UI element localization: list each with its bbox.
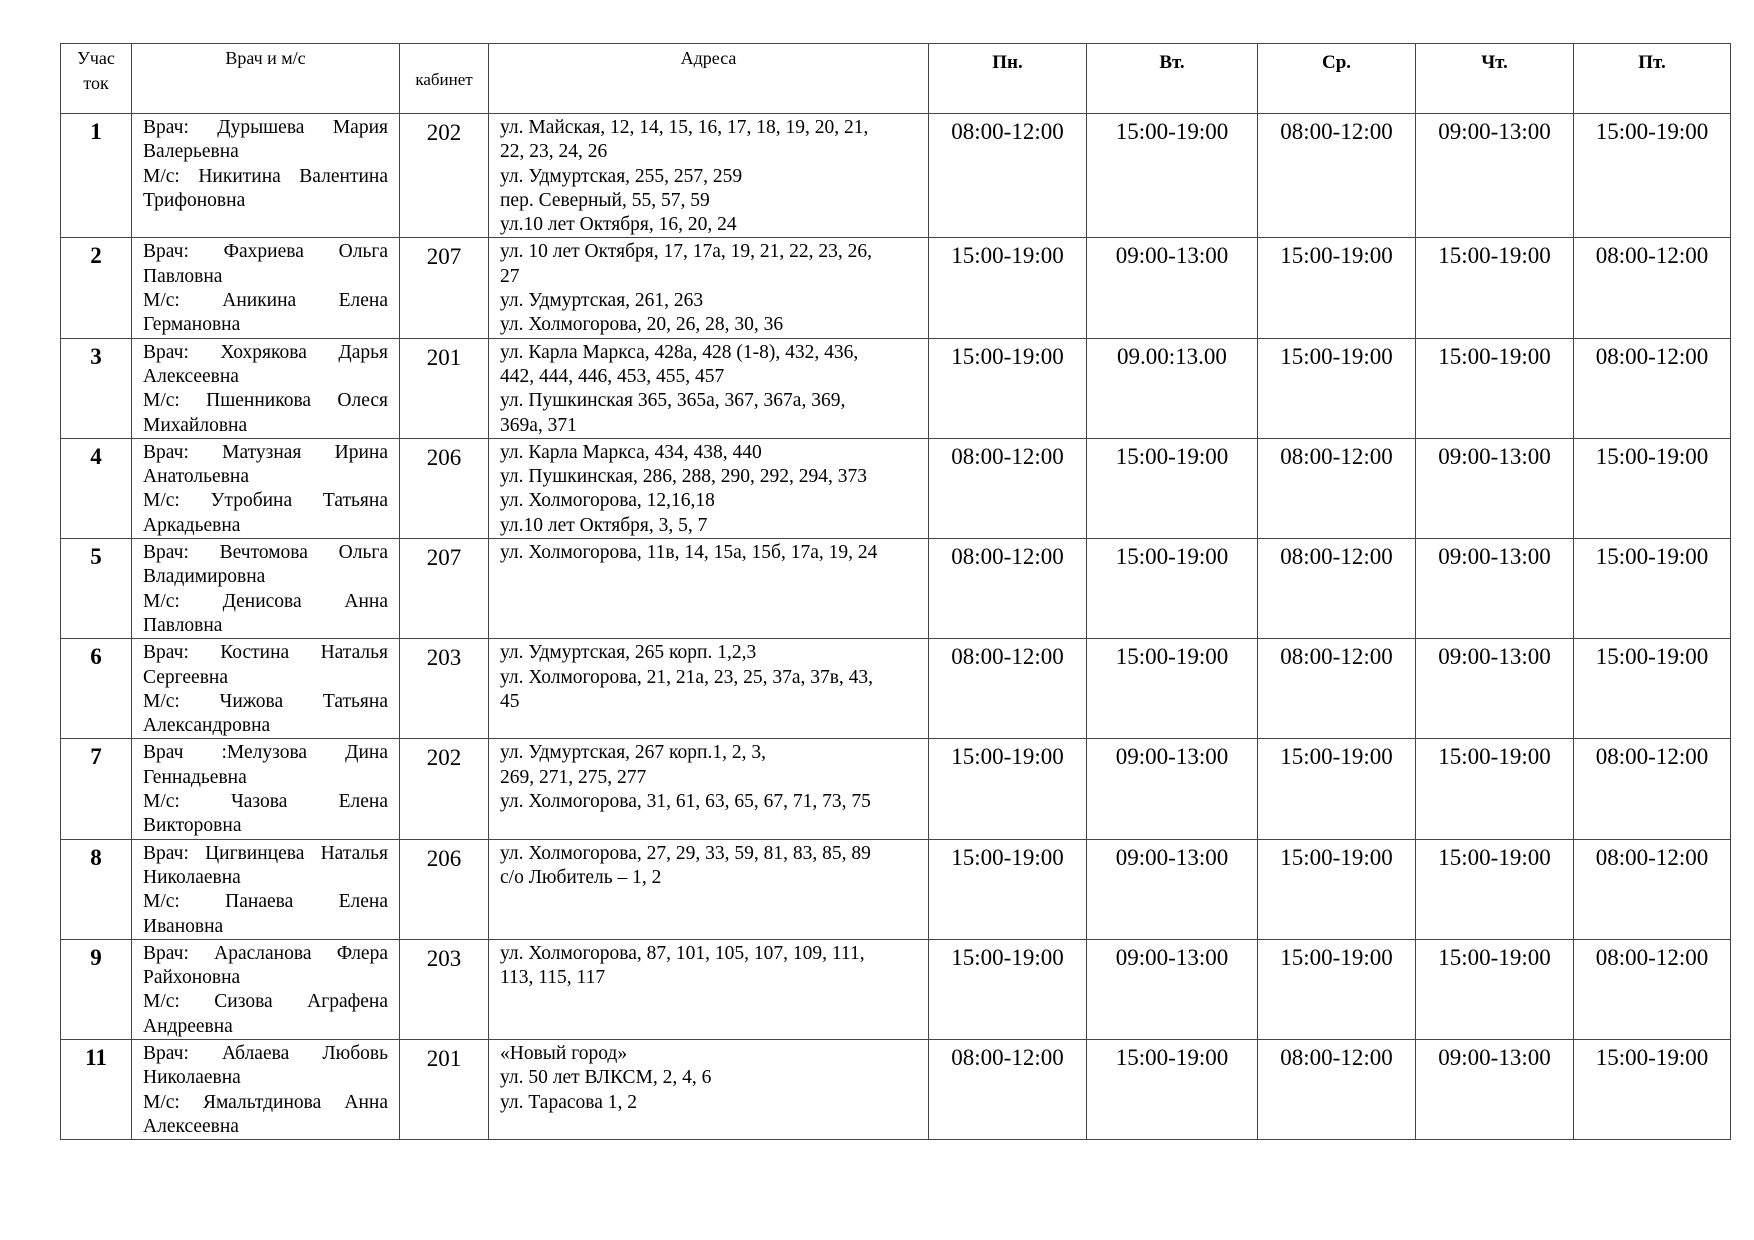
doctor-line: М/с: Чижова Татьяна	[143, 690, 388, 712]
time-fri: 15:00-19:00	[1574, 639, 1731, 739]
time-mon: 08:00-12:00	[929, 438, 1087, 538]
doctor-line: М/с: Чазова Елена	[143, 791, 388, 813]
time-wed: 15:00-19:00	[1258, 739, 1416, 839]
header-day-tue: Вт.	[1087, 44, 1258, 114]
doctor-line: Германовна	[143, 314, 241, 336]
cabinet-number: 207	[400, 238, 489, 338]
time-fri: 08:00-12:00	[1574, 238, 1731, 338]
header-addresses: Адреса	[489, 44, 929, 114]
address-line: «Новый город»	[500, 1042, 628, 1064]
doctor-line: Врач: Костина Наталья	[143, 642, 388, 664]
time-tue: 09:00-13:00	[1087, 939, 1258, 1039]
address-line: ул. Пушкинская, 286, 288, 290, 292, 294, 373	[500, 466, 868, 488]
cabinet-number: 203	[400, 639, 489, 739]
doctor-line: М/с: Ямальтдинова Анна	[143, 1091, 388, 1113]
doctor-cell	[132, 1039, 400, 1139]
address-line: ул. Холмогорова, 11в, 14, 15а, 15б, 17а, 19, 24	[500, 542, 878, 564]
address-line: ул.10 лет Октября, 3, 5, 7	[500, 514, 708, 536]
header-doctor: Врач и м/с	[132, 44, 400, 114]
address-line: ул. 50 лет ВЛКСМ, 2, 4, 6	[500, 1067, 712, 1089]
time-thu: 09:00-13:00	[1416, 639, 1574, 739]
time-mon: 15:00-19:00	[929, 338, 1087, 438]
address-line: ул.10 лет Октября, 16, 20, 24	[500, 214, 737, 236]
addresses-cell	[489, 238, 929, 338]
address-line: 22, 23, 24, 26	[500, 141, 608, 163]
address-line: ул. Карла Маркса, 428а, 428 (1-8), 432, 436,	[500, 341, 859, 363]
address-line: ул. Удмуртская, 261, 263	[500, 290, 704, 312]
district-number: 8	[61, 839, 132, 939]
doctor-line: М/с: Денисова Анна	[143, 590, 388, 612]
schedule-sheet	[60, 43, 1731, 1140]
address-line: 269, 271, 275, 277	[500, 766, 647, 788]
table-row	[61, 238, 1731, 338]
table-row	[61, 939, 1731, 1039]
district-number: 2	[61, 238, 132, 338]
doctor-line: Николаевна	[143, 866, 241, 888]
header-district: Учас ток	[61, 44, 132, 114]
time-thu: 09:00-13:00	[1416, 438, 1574, 538]
table-row	[61, 639, 1731, 739]
header-day-thu: Чт.	[1416, 44, 1574, 114]
address-line: ул. Пушкинская 365, 365а, 367, 367а, 369,	[500, 390, 846, 412]
time-wed: 08:00-12:00	[1258, 438, 1416, 538]
address-line: ул. Холмогорова, 21, 21а, 23, 25, 37а, 37в, 43,	[500, 666, 874, 688]
addresses-cell	[489, 338, 929, 438]
doctor-line: Ивановна	[143, 915, 224, 937]
time-wed: 08:00-12:00	[1258, 639, 1416, 739]
address-line: ул. Карла Маркса, 434, 438, 440	[500, 441, 762, 463]
doctor-cell	[132, 114, 400, 238]
time-fri: 15:00-19:00	[1574, 438, 1731, 538]
address-line: ул. Холмогорова, 31, 61, 63, 65, 67, 71, 73, 75	[500, 791, 871, 813]
cabinet-number: 202	[400, 114, 489, 238]
time-thu: 09:00-13:00	[1416, 539, 1574, 639]
doctor-line: М/с: Утробина Татьяна	[143, 490, 388, 512]
doctor-line: Павловна	[143, 265, 223, 287]
address-line: ул. Холмогорова, 12,16,18	[500, 490, 715, 512]
doctor-line: Алексеевна	[143, 365, 239, 387]
time-thu: 09:00-13:00	[1416, 1039, 1574, 1139]
doctor-cell	[132, 238, 400, 338]
address-line: 442, 444, 446, 453, 455, 457	[500, 365, 725, 387]
district-number: 4	[61, 438, 132, 538]
doctor-line: Павловна	[143, 614, 223, 636]
district-number: 6	[61, 639, 132, 739]
time-wed: 08:00-12:00	[1258, 114, 1416, 238]
address-line: ул. Майская, 12, 14, 15, 16, 17, 18, 19, 20, 21,	[500, 117, 869, 138]
time-mon: 08:00-12:00	[929, 639, 1087, 739]
doctor-cell	[132, 739, 400, 839]
doctor-line: Викторовна	[143, 815, 242, 837]
time-tue: 15:00-19:00	[1087, 1039, 1258, 1139]
schedule-body	[61, 114, 1731, 1140]
header-row	[61, 44, 1731, 114]
doctor-line: Валерьевна	[143, 141, 239, 163]
address-line: пер. Северный, 55, 57, 59	[500, 189, 710, 211]
doctor-line: Андреевна	[143, 1015, 233, 1037]
address-line: ул. Холмогорова, 27, 29, 33, 59, 81, 83, 85, 89	[500, 842, 871, 864]
doctor-line: М/с: Никитина Валентина	[143, 165, 388, 187]
time-tue: 09:00-13:00	[1087, 839, 1258, 939]
address-line: ул. Удмуртская, 255, 257, 259	[500, 165, 743, 187]
district-number: 1	[61, 114, 132, 238]
time-tue: 09:00-13:00	[1087, 739, 1258, 839]
time-fri: 08:00-12:00	[1574, 739, 1731, 839]
doctor-line: М/с: Панаева Елена	[143, 891, 388, 913]
address-line: ул. 10 лет Октября, 17, 17а, 19, 21, 22, 23, 26,	[500, 241, 872, 263]
doctor-cell	[132, 939, 400, 1039]
cabinet-number: 206	[400, 438, 489, 538]
cabinet-number: 206	[400, 839, 489, 939]
address-line: 45	[500, 690, 520, 712]
addresses-cell	[489, 1039, 929, 1139]
doctor-line: Врач: Фахриева Ольга	[143, 241, 388, 263]
header-cabinet: кабинет	[400, 44, 489, 114]
cabinet-number: 201	[400, 338, 489, 438]
doctor-line: Анатольевна	[143, 466, 250, 488]
doctor-line: Врач: Хохрякова Дарья	[143, 341, 388, 363]
header-day-fri: Пт.	[1574, 44, 1731, 114]
time-fri: 08:00-12:00	[1574, 939, 1731, 1039]
time-wed: 15:00-19:00	[1258, 238, 1416, 338]
doctor-cell	[132, 539, 400, 639]
doctor-line: М/с: Пшенникова Олеся	[143, 390, 388, 412]
time-wed: 08:00-12:00	[1258, 1039, 1416, 1139]
district-number: 9	[61, 939, 132, 1039]
address-line: ул. Удмуртская, 267 корп.1, 2, 3,	[500, 742, 766, 764]
table-row	[61, 338, 1731, 438]
time-fri: 15:00-19:00	[1574, 539, 1731, 639]
time-thu: 15:00-19:00	[1416, 238, 1574, 338]
doctor-line: Михайловна	[143, 414, 248, 436]
doctor-line: М/с: Сизова Аграфена	[143, 991, 388, 1013]
time-tue: 15:00-19:00	[1087, 438, 1258, 538]
addresses-cell	[489, 114, 929, 238]
table-row	[61, 438, 1731, 538]
time-mon: 15:00-19:00	[929, 238, 1087, 338]
district-number: 7	[61, 739, 132, 839]
doctor-line: Николаевна	[143, 1067, 241, 1089]
doctor-line: Александровна	[143, 715, 271, 737]
doctor-line: М/с: Аникина Елена	[143, 290, 388, 312]
addresses-cell	[489, 639, 929, 739]
table-row	[61, 539, 1731, 639]
cabinet-number: 201	[400, 1039, 489, 1139]
address-line: 27	[500, 265, 520, 287]
cabinet-number: 202	[400, 739, 489, 839]
address-line: 369а, 371	[500, 414, 577, 436]
table-row	[61, 839, 1731, 939]
time-fri: 15:00-19:00	[1574, 1039, 1731, 1139]
time-mon: 08:00-12:00	[929, 114, 1087, 238]
header-day-wed: Ср.	[1258, 44, 1416, 114]
time-wed: 15:00-19:00	[1258, 839, 1416, 939]
table-row	[61, 114, 1731, 238]
schedule-table	[60, 43, 1731, 1140]
doctor-line: Врач: Цигвинцева Наталья	[143, 842, 388, 864]
time-thu: 15:00-19:00	[1416, 939, 1574, 1039]
doctor-line: Владимировна	[143, 566, 266, 588]
cabinet-number: 207	[400, 539, 489, 639]
time-thu: 09:00-13:00	[1416, 114, 1574, 238]
time-tue: 09.00:13.00	[1087, 338, 1258, 438]
doctor-line: Геннадьевна	[143, 766, 247, 788]
time-mon: 15:00-19:00	[929, 739, 1087, 839]
time-fri: 15:00-19:00	[1574, 114, 1731, 238]
time-thu: 15:00-19:00	[1416, 839, 1574, 939]
table-row	[61, 1039, 1731, 1139]
cabinet-number: 203	[400, 939, 489, 1039]
addresses-cell	[489, 739, 929, 839]
doctor-line: Врач: Аблаева Любовь	[143, 1042, 388, 1064]
doctor-line: Врач: Вечтомова Ольга	[143, 542, 388, 564]
doctor-line: Трифоновна	[143, 189, 246, 211]
time-mon: 15:00-19:00	[929, 939, 1087, 1039]
doctor-cell	[132, 639, 400, 739]
district-number: 11	[61, 1039, 132, 1139]
table-row	[61, 739, 1731, 839]
address-line: 113, 115, 117	[500, 967, 606, 989]
doctor-line: Аркадьевна	[143, 514, 241, 536]
district-number: 3	[61, 338, 132, 438]
time-tue: 15:00-19:00	[1087, 639, 1258, 739]
address-line: с/о Любитель – 1, 2	[500, 866, 662, 888]
doctor-line: Алексеевна	[143, 1115, 239, 1137]
doctor-line: Врач: Дурышева Мария	[143, 117, 388, 138]
doctor-cell	[132, 438, 400, 538]
doctor-line: Врач: Арасланова Флера	[143, 942, 388, 964]
address-line: ул. Удмуртская, 265 корп. 1,2,3	[500, 642, 757, 664]
address-line: ул. Холмогорова, 87, 101, 105, 107, 109, 111,	[500, 942, 865, 964]
time-fri: 08:00-12:00	[1574, 338, 1731, 438]
time-fri: 08:00-12:00	[1574, 839, 1731, 939]
doctor-cell	[132, 839, 400, 939]
time-thu: 15:00-19:00	[1416, 338, 1574, 438]
time-mon: 08:00-12:00	[929, 539, 1087, 639]
header-day-mon: Пн.	[929, 44, 1087, 114]
time-wed: 15:00-19:00	[1258, 338, 1416, 438]
address-line: ул. Тарасова 1, 2	[500, 1091, 637, 1113]
addresses-cell	[489, 939, 929, 1039]
addresses-cell	[489, 438, 929, 538]
time-tue: 15:00-19:00	[1087, 539, 1258, 639]
time-tue: 09:00-13:00	[1087, 238, 1258, 338]
doctor-line: Сергеевна	[143, 666, 228, 688]
time-mon: 08:00-12:00	[929, 1039, 1087, 1139]
doctor-line: Врач :Мелузова Дина	[143, 742, 388, 764]
doctor-line: Врач: Матузная Ирина	[143, 441, 388, 463]
district-number: 5	[61, 539, 132, 639]
doctor-cell	[132, 338, 400, 438]
addresses-cell	[489, 539, 929, 639]
time-wed: 15:00-19:00	[1258, 939, 1416, 1039]
time-thu: 15:00-19:00	[1416, 739, 1574, 839]
addresses-cell	[489, 839, 929, 939]
time-tue: 15:00-19:00	[1087, 114, 1258, 238]
time-mon: 15:00-19:00	[929, 839, 1087, 939]
doctor-line: Райхоновна	[143, 967, 241, 989]
address-line: ул. Холмогорова, 20, 26, 28, 30, 36	[500, 314, 784, 336]
time-wed: 08:00-12:00	[1258, 539, 1416, 639]
